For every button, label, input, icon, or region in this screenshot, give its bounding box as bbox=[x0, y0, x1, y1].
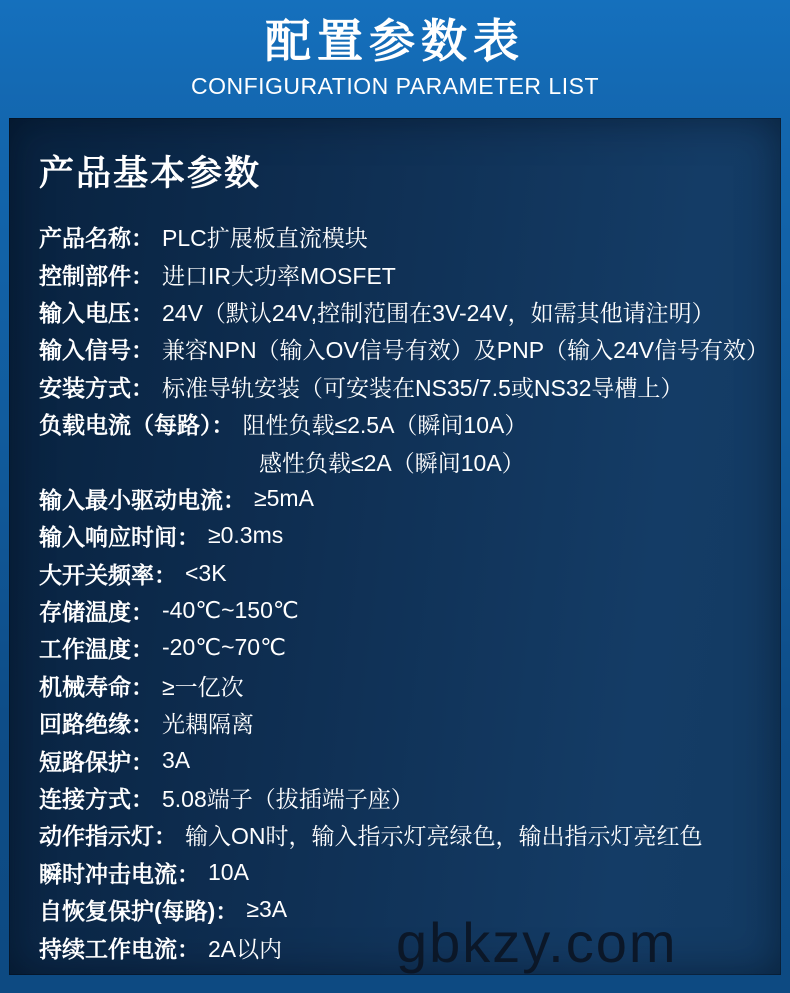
spec-label: 机械寿命： bbox=[39, 673, 154, 700]
spec-row bbox=[39, 480, 781, 517]
spec-label: 负载电流（每路）： bbox=[39, 412, 235, 439]
spec-label: 大开关频率： bbox=[39, 561, 177, 588]
spec-label: 输入电压： bbox=[39, 299, 154, 326]
spec-value: 标准导轨安装（可安装在NS35/7.5或NS32导槽上） bbox=[162, 374, 684, 401]
spec-value: 2A以内 bbox=[208, 935, 283, 962]
spec-label: 安装方式： bbox=[39, 374, 154, 401]
spec-value: 10A bbox=[208, 858, 249, 885]
spec-label: 持续工作电流： bbox=[39, 935, 200, 962]
spec-label: 输入最小驱动电流： bbox=[39, 486, 246, 513]
spec-value: -20℃~70℃ bbox=[162, 634, 286, 661]
spec-value: 输入ON时，输入指示灯亮绿色，输出指示灯亮红色 bbox=[185, 823, 703, 850]
spec-label: 动作指示灯： bbox=[39, 823, 177, 850]
spec-row bbox=[39, 629, 781, 666]
spec-row bbox=[39, 293, 781, 330]
spec-value: 阻性负载≤2.5A（瞬间10A） bbox=[242, 412, 528, 439]
spec-row bbox=[39, 405, 781, 442]
spec-value: 5.08端子（拔插端子座） bbox=[162, 786, 414, 813]
spec-label: 回路绝缘： bbox=[39, 711, 154, 738]
spec-panel bbox=[9, 118, 781, 975]
spec-row bbox=[39, 517, 781, 554]
spec-value: 兼容NPN（输入OV信号有效）及PNP（输入24V信号有效） bbox=[162, 337, 770, 364]
spec-label: 产品名称： bbox=[39, 225, 154, 252]
spec-row bbox=[39, 555, 781, 592]
spec-value: <3K bbox=[185, 559, 227, 586]
spec-value: -40℃~150℃ bbox=[162, 597, 299, 624]
spec-label: 短路保护： bbox=[39, 748, 154, 775]
spec-row bbox=[39, 816, 781, 853]
spec-value: 24V（默认24V,控制范围在3V-24V，如需其他请注明） bbox=[162, 299, 715, 326]
spec-row bbox=[39, 368, 781, 405]
header-banner bbox=[0, 0, 790, 118]
page-subtitle: CONFIGURATION PARAMETER LIST bbox=[190, 72, 599, 99]
spec-label: 瞬时冲击电流： bbox=[39, 860, 200, 887]
spec-label: 控制部件： bbox=[39, 262, 154, 289]
spec-row bbox=[39, 255, 781, 292]
spec-label: 连接方式： bbox=[39, 786, 154, 813]
spec-value: 光耦隔离 bbox=[162, 711, 254, 738]
spec-value: ≥0.3ms bbox=[208, 522, 284, 549]
spec-value: PLC扩展板直流模块 bbox=[162, 225, 368, 252]
spec-label: 工作温度： bbox=[39, 636, 154, 663]
spec-label: 输入信号： bbox=[39, 337, 154, 364]
spec-row bbox=[39, 218, 781, 255]
spec-value: ≥一亿次 bbox=[162, 673, 244, 700]
spec-row bbox=[39, 442, 781, 479]
spec-rows bbox=[39, 218, 781, 966]
spec-row bbox=[39, 592, 781, 629]
spec-row bbox=[39, 704, 781, 741]
spec-row bbox=[39, 741, 781, 778]
spec-row bbox=[39, 330, 781, 367]
panel-title: 产品基本参数 bbox=[39, 154, 262, 193]
spec-value: 3A bbox=[162, 746, 191, 773]
spec-row bbox=[39, 779, 781, 816]
spec-value: 进口IR大功率MOSFET bbox=[162, 262, 396, 289]
spec-row bbox=[39, 667, 781, 704]
spec-value: ≥3A bbox=[246, 896, 288, 923]
spec-row bbox=[39, 854, 781, 891]
spec-label: 输入响应时间： bbox=[39, 524, 200, 551]
spec-label: 存储温度： bbox=[39, 599, 154, 626]
spec-value: ≥5mA bbox=[254, 484, 314, 511]
spec-label: 自恢复保护(每路)： bbox=[39, 898, 239, 925]
spec-value: 感性负载≤2A（瞬间10A） bbox=[259, 449, 525, 476]
page-title: 配置参数表 bbox=[265, 15, 525, 67]
watermark: gbkzy.com bbox=[396, 911, 678, 974]
